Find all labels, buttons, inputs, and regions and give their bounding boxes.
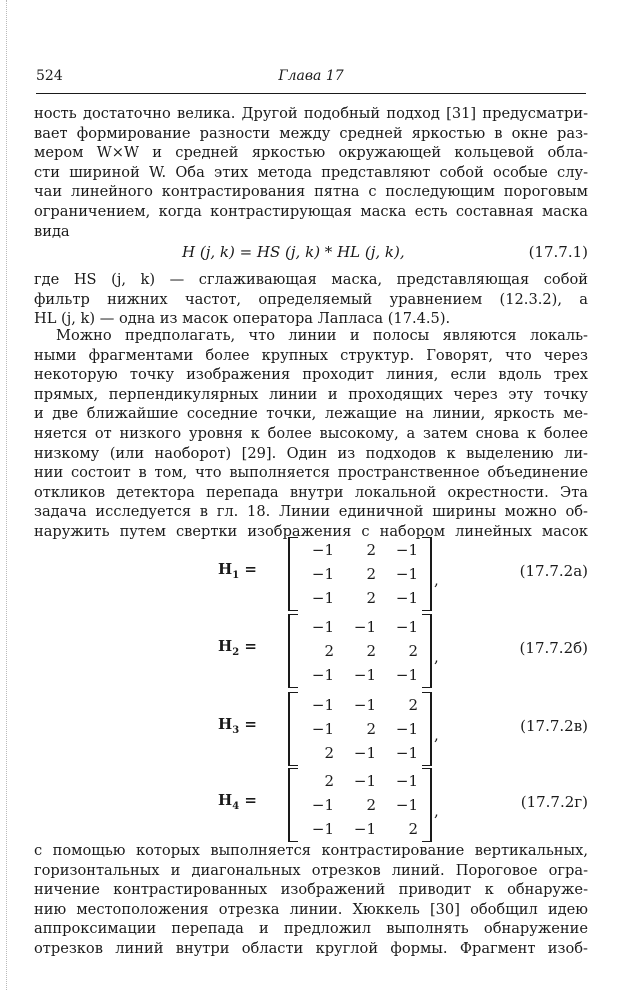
text-line: низкому (или наоборот) [29]. Один из подходов к выделению ли-	[34, 444, 588, 462]
header-rule	[36, 93, 586, 94]
page-number: 524	[36, 68, 63, 84]
text-line: ничение контрастированных изображений приводит к обнаруже-	[34, 881, 588, 899]
matrix-comma: ,	[434, 648, 439, 666]
matrix-cell: −1	[395, 666, 418, 684]
text-line: фильтр нижних частот, определяемый уравнением (12.3.2), а	[34, 290, 588, 308]
matrix-cell: −1	[353, 666, 376, 684]
matrix-cell: −1	[353, 820, 376, 838]
equation-expression: H (j, k) = HS (j, k) * HL (j, k),	[182, 243, 405, 261]
matrix-cell: −1	[311, 589, 334, 607]
matrix-cell: −1	[395, 618, 418, 636]
matrix-cell: −1	[353, 696, 376, 714]
matrix-cell: −1	[353, 772, 376, 790]
text-line: где HS (j, k) — сглаживающая маска, представляющая собой	[34, 271, 588, 288]
text-line: няется от низкого уровня к более высокому, а затем снова к более	[34, 424, 588, 442]
matrix-cell: 2	[408, 696, 418, 714]
paragraph-4	[34, 841, 588, 959]
text-line: мером W×W и средней яркостью окружающей кольцевой обла-	[34, 144, 588, 162]
matrix-cell: −1	[353, 618, 376, 636]
matrix-comma: ,	[434, 802, 439, 820]
matrix-cell: −1	[311, 541, 334, 559]
paragraph-1	[34, 104, 588, 241]
matrix-cell: −1	[395, 565, 418, 583]
matrix-cell: 2	[366, 589, 376, 607]
text-line: наружить путем свертки изображения с набором линейных масок	[34, 522, 588, 540]
matrix-cell: −1	[395, 720, 418, 738]
matrix-cell: 2	[324, 642, 334, 660]
matrix-cell: 2	[408, 820, 418, 838]
paragraph-3	[34, 326, 588, 542]
equation-number: (17.7.2в)	[520, 717, 588, 735]
matrix-h3	[34, 690, 588, 770]
text-line: некоторую точку изображения проходит линия, если вдоль трех	[34, 366, 588, 384]
matrix-cell: −1	[311, 565, 334, 583]
text-line: прямых, перпендикулярных линии и проходящих через эту точку	[34, 385, 588, 403]
equation-number: (17.7.2а)	[519, 562, 588, 580]
matrix-label: $H_4$ =	[218, 791, 257, 812]
matrix-brackets	[288, 614, 432, 688]
text-line: ность достаточно велика. Другой подобный подход [31] предусматри-	[34, 105, 588, 122]
text-line: и две ближайшие соседние точки, лежащие на линии, яркость ме-	[34, 405, 588, 423]
matrix-cell: −1	[395, 744, 418, 762]
matrix-brackets	[288, 537, 432, 611]
matrix-cell: 2	[366, 541, 376, 559]
matrix-label: $H_1$ =	[218, 560, 257, 581]
matrix-comma: ,	[434, 726, 439, 744]
text-line: аппроксимации перепада и предложил выполнять обнаружение	[34, 920, 588, 938]
text-line: задача исследуется в гл. 18. Линии единичной ширины можно об-	[34, 503, 588, 521]
text-line: нии состоит в том, что выполняется пространственное объединение	[34, 464, 588, 482]
matrix-cell: 2	[366, 720, 376, 738]
text-line: с помощью которых выполняется контрастирование вертикальных,	[34, 842, 588, 859]
equation-17-7-1	[34, 243, 588, 265]
matrix-cell: −1	[311, 618, 334, 636]
matrix-cell: 2	[324, 744, 334, 762]
text-line: HL (j, k) — одна из масок оператора Лапласа (17.4.5).	[34, 310, 451, 328]
matrix-label: $H_3$ =	[218, 715, 257, 736]
matrix-comma: ,	[434, 571, 439, 589]
matrix-cell: −1	[311, 666, 334, 684]
matrix-cell: 2	[366, 565, 376, 583]
text-line: чаи линейного контрастирования пятна с последующим пороговым	[34, 183, 588, 201]
text-line: вида	[34, 222, 70, 240]
text-line: горизонтальных и диагональных отрезков линий. Пороговое огра-	[34, 861, 588, 879]
matrix-brackets	[288, 768, 432, 842]
matrix-cell: −1	[395, 541, 418, 559]
equation-number: (17.7.2г)	[520, 793, 588, 811]
matrix-h4	[34, 766, 588, 846]
page-header	[36, 68, 586, 88]
matrix-cell: −1	[395, 589, 418, 607]
matrix-cell: −1	[311, 696, 334, 714]
matrix-cell: 2	[324, 772, 334, 790]
text-line: ограничением, когда контрастирующая маска есть составная маска	[34, 202, 588, 220]
matrix-cell: −1	[311, 720, 334, 738]
matrix-cell: −1	[395, 796, 418, 814]
equation-number: (17.7.2б)	[519, 639, 588, 657]
matrix-cell: −1	[311, 820, 334, 838]
matrix-cell: 2	[366, 796, 376, 814]
text-line: ными фрагментами более крупных структур. Говорят, что через	[34, 346, 588, 364]
matrix-cell: 2	[366, 642, 376, 660]
text-line: Можно предполагать, что линии и полосы являются локаль-	[56, 327, 588, 344]
paragraph-2	[34, 270, 588, 329]
text-line: вает формирование разности между средней яркостью в окне раз-	[34, 124, 588, 142]
matrix-cell: −1	[353, 744, 376, 762]
matrix-cell: 2	[408, 642, 418, 660]
text-line: отрезков линий внутри области круглой формы. Фрагмент изоб-	[34, 939, 588, 957]
running-head: Глава 17	[278, 68, 344, 84]
matrix-h2	[34, 612, 588, 692]
matrix-cell: −1	[395, 772, 418, 790]
matrix-label: $H_2$ =	[218, 637, 257, 658]
text-line: откликов детектора перепада внутри локальной окрестности. Эта	[34, 483, 588, 501]
matrix-h1	[34, 535, 588, 615]
text-line: сти шириной W. Оба этих метода представляют собой особые слу-	[34, 163, 588, 181]
page-edge	[6, 0, 7, 990]
equation-number: (17.7.1)	[528, 243, 588, 261]
text-line: нию местоположения отрезка линии. Хюккель [30] обобщил идею	[34, 900, 588, 918]
matrix-cell: −1	[311, 796, 334, 814]
matrix-brackets	[288, 692, 432, 766]
